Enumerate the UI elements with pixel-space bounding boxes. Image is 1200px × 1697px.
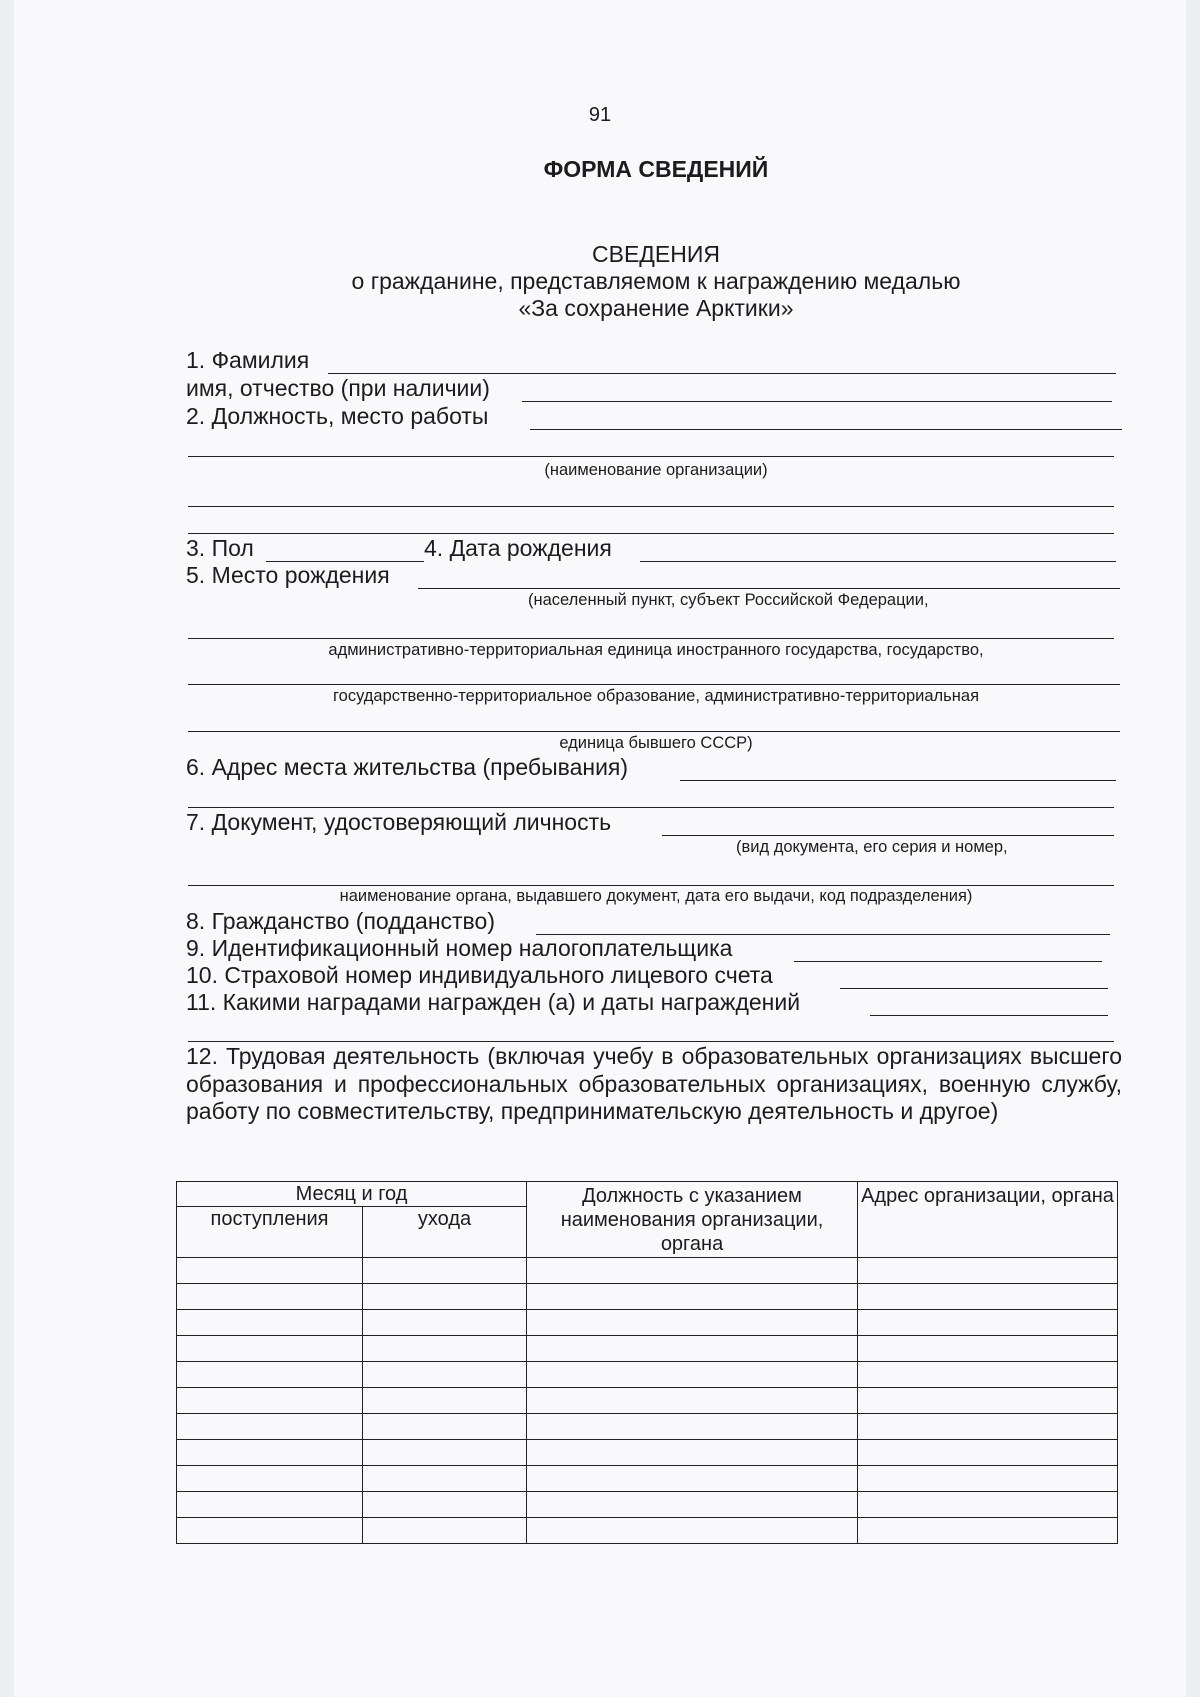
field-id-doc-line-2[interactable] — [188, 861, 1114, 886]
field-position-line-3[interactable] — [188, 482, 1114, 507]
table-cell[interactable] — [858, 1284, 1118, 1310]
table-row — [177, 1414, 1118, 1440]
table-cell[interactable] — [363, 1492, 527, 1518]
table-cell[interactable] — [858, 1310, 1118, 1336]
field-surname-label: 1. Фамилия — [186, 347, 310, 373]
field-birthplace-label: 5. Место рождения — [186, 562, 390, 588]
table-cell[interactable] — [527, 1518, 858, 1544]
table-cell[interactable] — [363, 1284, 527, 1310]
table-cell[interactable] — [527, 1440, 858, 1466]
table-cell[interactable] — [177, 1258, 363, 1284]
field-name-label: имя, отчество (при наличии) — [186, 375, 490, 401]
field-birthplace-line-3[interactable] — [188, 660, 1120, 685]
table-cell[interactable] — [858, 1492, 1118, 1518]
field-birthdate-line[interactable] — [640, 537, 1116, 562]
field-birthplace-hint-1: (населенный пункт, субъект Российской Федерации, — [528, 591, 929, 609]
table-cell[interactable] — [177, 1284, 363, 1310]
field-awards-line[interactable] — [870, 991, 1108, 1016]
field-sex-label: 3. Пол — [186, 535, 254, 561]
table-cell[interactable] — [527, 1466, 858, 1492]
table-row — [177, 1258, 1118, 1284]
table-cell[interactable] — [527, 1414, 858, 1440]
field-awards-line-2[interactable] — [188, 1017, 1114, 1042]
table-cell[interactable] — [177, 1310, 363, 1336]
header-address: Адрес организации, органа — [858, 1182, 1118, 1258]
heading-line-1: СВЕДЕНИЯ — [592, 241, 720, 267]
header-start: поступления — [177, 1207, 363, 1258]
table-row — [177, 1388, 1118, 1414]
field-citizenship-label: 8. Гражданство (подданство) — [186, 908, 495, 934]
heading-line-3: «За сохранение Арктики» — [518, 295, 794, 321]
field-birthdate-label: 4. Дата рождения — [424, 535, 612, 561]
field-citizenship-line[interactable] — [536, 910, 1110, 935]
field-birthplace-hint-2: административно-территориальная единица иностранного государства, государство, — [328, 641, 984, 659]
table-cell[interactable] — [527, 1336, 858, 1362]
table-cell[interactable] — [858, 1414, 1118, 1440]
table-cell[interactable] — [177, 1518, 363, 1544]
table-cell[interactable] — [363, 1466, 527, 1492]
table-cell[interactable] — [363, 1310, 527, 1336]
table-row — [177, 1492, 1118, 1518]
table-row — [177, 1362, 1118, 1388]
table-cell[interactable] — [177, 1440, 363, 1466]
table-cell[interactable] — [527, 1492, 858, 1518]
header-end: ухода — [363, 1207, 527, 1258]
table-cell[interactable] — [858, 1388, 1118, 1414]
table-cell[interactable] — [363, 1440, 527, 1466]
header-month-year: Месяц и год — [177, 1182, 527, 1207]
field-position-line[interactable] — [530, 405, 1122, 430]
table-cell[interactable] — [858, 1466, 1118, 1492]
field-birthplace-line-2[interactable] — [188, 614, 1114, 639]
field-snils-line[interactable] — [840, 964, 1108, 989]
table-cell[interactable] — [527, 1258, 858, 1284]
field-birthplace-hint-4: единица бывшего СССР) — [559, 734, 753, 752]
table-cell[interactable] — [363, 1258, 527, 1284]
field-snils-label: 10. Страховой номер индивидуального лицевого счета — [186, 962, 773, 988]
work-history-table — [176, 1181, 1118, 1544]
table-cell[interactable] — [363, 1518, 527, 1544]
table-row — [177, 1518, 1118, 1544]
heading-line-2: о гражданине, представляемом к награждению медалью — [351, 268, 961, 294]
table-cell[interactable] — [177, 1466, 363, 1492]
field-position-label: 2. Должность, место работы — [186, 403, 489, 429]
table-cell[interactable] — [363, 1362, 527, 1388]
field-name-line[interactable] — [522, 377, 1112, 402]
page-number: 91 — [588, 104, 612, 126]
field-position-hint: (наименование организации) — [544, 461, 768, 479]
field-awards-label: 11. Какими наградами награжден (а) и даты награждений — [186, 989, 801, 1015]
field-birthplace-line-4[interactable] — [188, 707, 1120, 732]
table-cell[interactable] — [858, 1336, 1118, 1362]
field-birthplace-hint-3: государственно-территориальное образование, административно-территориальная — [332, 687, 979, 705]
table-cell[interactable] — [363, 1336, 527, 1362]
field-inn-label: 9. Идентификационный номер налогоплательщика — [186, 935, 733, 961]
table-cell[interactable] — [858, 1362, 1118, 1388]
table-cell[interactable] — [177, 1414, 363, 1440]
field-address-label: 6. Адрес места жительства (пребывания) — [186, 754, 629, 780]
field-birthplace-line[interactable] — [418, 564, 1120, 589]
table-row — [177, 1284, 1118, 1310]
table-cell[interactable] — [177, 1362, 363, 1388]
table-cell[interactable] — [363, 1414, 527, 1440]
table-cell[interactable] — [527, 1284, 858, 1310]
field-address-line-2[interactable] — [188, 783, 1114, 808]
field-id-doc-hint-1: (вид документа, его серия и номер, — [736, 838, 1008, 856]
table-cell[interactable] — [177, 1492, 363, 1518]
field-position-line-4[interactable] — [188, 509, 1114, 534]
field-inn-line[interactable] — [794, 937, 1102, 962]
field-address-line[interactable] — [680, 756, 1116, 781]
table-cell[interactable] — [858, 1518, 1118, 1544]
table-cell[interactable] — [858, 1258, 1118, 1284]
table-cell[interactable] — [527, 1388, 858, 1414]
table-cell[interactable] — [363, 1388, 527, 1414]
table-cell[interactable] — [858, 1440, 1118, 1466]
table-row — [177, 1440, 1118, 1466]
table-row — [177, 1336, 1118, 1362]
field-id-doc-label: 7. Документ, удостоверяющий личность — [186, 809, 612, 835]
table-cell[interactable] — [527, 1310, 858, 1336]
field-position-line-2[interactable] — [188, 432, 1114, 457]
field-sex-line[interactable] — [266, 537, 424, 562]
field-id-doc-line[interactable] — [662, 811, 1114, 836]
table-cell[interactable] — [527, 1362, 858, 1388]
form-title: ФОРМА СВЕДЕНИЙ — [543, 156, 769, 182]
field-id-doc-hint-2: наименование органа, выдавшего документ, дата его выдачи, код подразделения) — [339, 887, 973, 905]
table-cell[interactable] — [177, 1336, 363, 1362]
field-surname-line[interactable] — [328, 349, 1116, 374]
field-work-history-text: 12. Трудовая деятельность (включая учебу в образовательных организациях высшего образования и профессиональных образовательных организациях, военную службу, работу по совместительству, предпринимательскую деятельность и другое) — [186, 1043, 1122, 1124]
table-row — [177, 1310, 1118, 1336]
table-cell[interactable] — [177, 1388, 363, 1414]
table-row — [177, 1466, 1118, 1492]
header-position: Должность с указанием наименования организации, органа — [527, 1182, 858, 1258]
